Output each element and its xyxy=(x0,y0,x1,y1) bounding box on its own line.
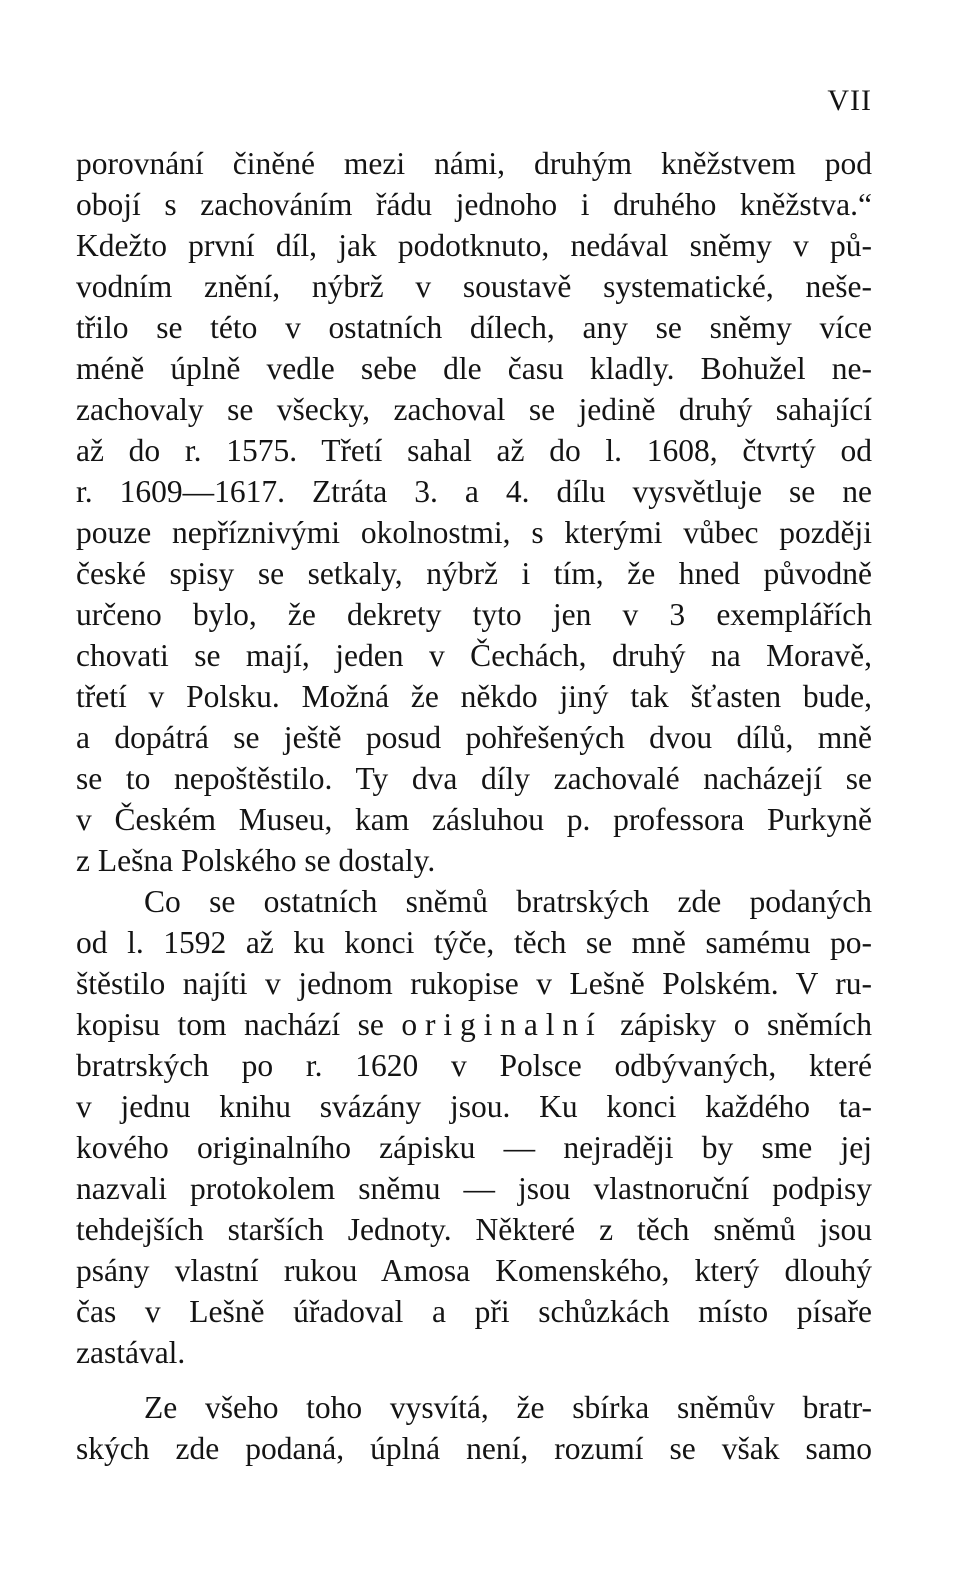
text-line: určeno bylo, že dekrety tyto jen v 3 exemplářích xyxy=(76,597,872,632)
body-text xyxy=(76,143,872,1469)
paragraph-gap xyxy=(76,1373,872,1387)
text-line: a dopátrá se ještě posud pohřešených dvou dílů, mně xyxy=(76,720,872,755)
text-line: Ze všeho toho vysvítá, že sbírka sněmův bratr- xyxy=(144,1390,872,1425)
paragraph-2 xyxy=(76,881,872,1373)
text-line xyxy=(76,1004,872,1045)
paragraph-1 xyxy=(76,143,872,881)
text-line: zastával. xyxy=(76,1335,186,1370)
text-line: r. 1609—1617. Ztráta 3. a 4. dílu vysvětluje se ne xyxy=(76,474,872,509)
text-line: třetí v Polsku. Možná že někdo jiný tak šťasten bude, xyxy=(76,679,872,714)
text-line: porovnání činěné mezi námi, druhým kněžstvem pod xyxy=(76,146,872,181)
text-line: se to nepoštěstilo. Ty dva díly zachovalé nacházejí se xyxy=(76,761,872,796)
text-line: v jednu knihu svázány jsou. Ku konci každého ta- xyxy=(76,1089,872,1124)
text-segment: zápisky o sněmích xyxy=(602,1007,872,1042)
text-line: z Lešna Polského se dostaly. xyxy=(76,843,436,878)
text-line: čas v Lešně úřadoval a při schůzkách místo písaře xyxy=(76,1294,872,1329)
text-segment: kopisu tom nachází se xyxy=(76,1007,402,1042)
text-line: Kdežto první díl, jak podotknuto, nedával sněmy v pů- xyxy=(76,228,872,263)
text-line: třilo se této v ostatních dílech, any se sněmy více xyxy=(76,310,872,345)
text-line: bratrských po r. 1620 v Polsce odbývaných, které xyxy=(76,1048,872,1083)
text-line: méně úplně vedle sebe dle času kladly. Bohužel ne- xyxy=(76,351,872,386)
text-line: v Českém Museu, kam zásluhou p. professora Purkyně xyxy=(76,802,872,837)
text-line: chovati se mají, jeden v Čechách, druhý na Moravě, xyxy=(76,638,872,673)
text-line: psány vlastní rukou Amosa Komenského, který dlouhý xyxy=(76,1253,872,1288)
text-line: až do r. 1575. Třetí sahal až do l. 1608, čtvrtý od xyxy=(76,433,872,468)
text-line: Co se ostatních sněmů bratrských zde podaných xyxy=(144,884,872,919)
text-line: tehdejších starších Jednoty. Některé z těch sněmů jsou xyxy=(76,1212,872,1247)
text-line: vodním znění, nýbrž v soustavě systematické, neše- xyxy=(76,269,872,304)
text-line: pouze nepříznivými okolnostmi, s kterými vůbec později xyxy=(76,515,872,550)
text-line: ských zde podaná, úplná není, rozumí se však samo xyxy=(76,1431,872,1466)
text-line: české spisy se setkaly, nýbrž i tím, že hned původně xyxy=(76,556,872,591)
text-line: od l. 1592 až ku konci týče, těch se mně samému po- xyxy=(76,925,872,960)
text-line: obojí s zachováním řádu jednoho i druhého kněžstva.“ xyxy=(76,187,872,222)
text-line: štěstilo najíti v jednom rukopise v Lešně Polském. V ru- xyxy=(76,966,872,1001)
text-line: kového originalního zápisku — nejraději by sme jej xyxy=(76,1130,872,1165)
page-number: VII xyxy=(827,84,872,117)
paragraph-3 xyxy=(76,1387,872,1469)
text-line: zachovaly se všecky, zachoval se jedině druhý sahající xyxy=(76,392,872,427)
text-line: nazvali protokolem sněmu — jsou vlastnoruční podpisy xyxy=(76,1171,872,1206)
emphasized-word: originalní xyxy=(401,1007,603,1042)
